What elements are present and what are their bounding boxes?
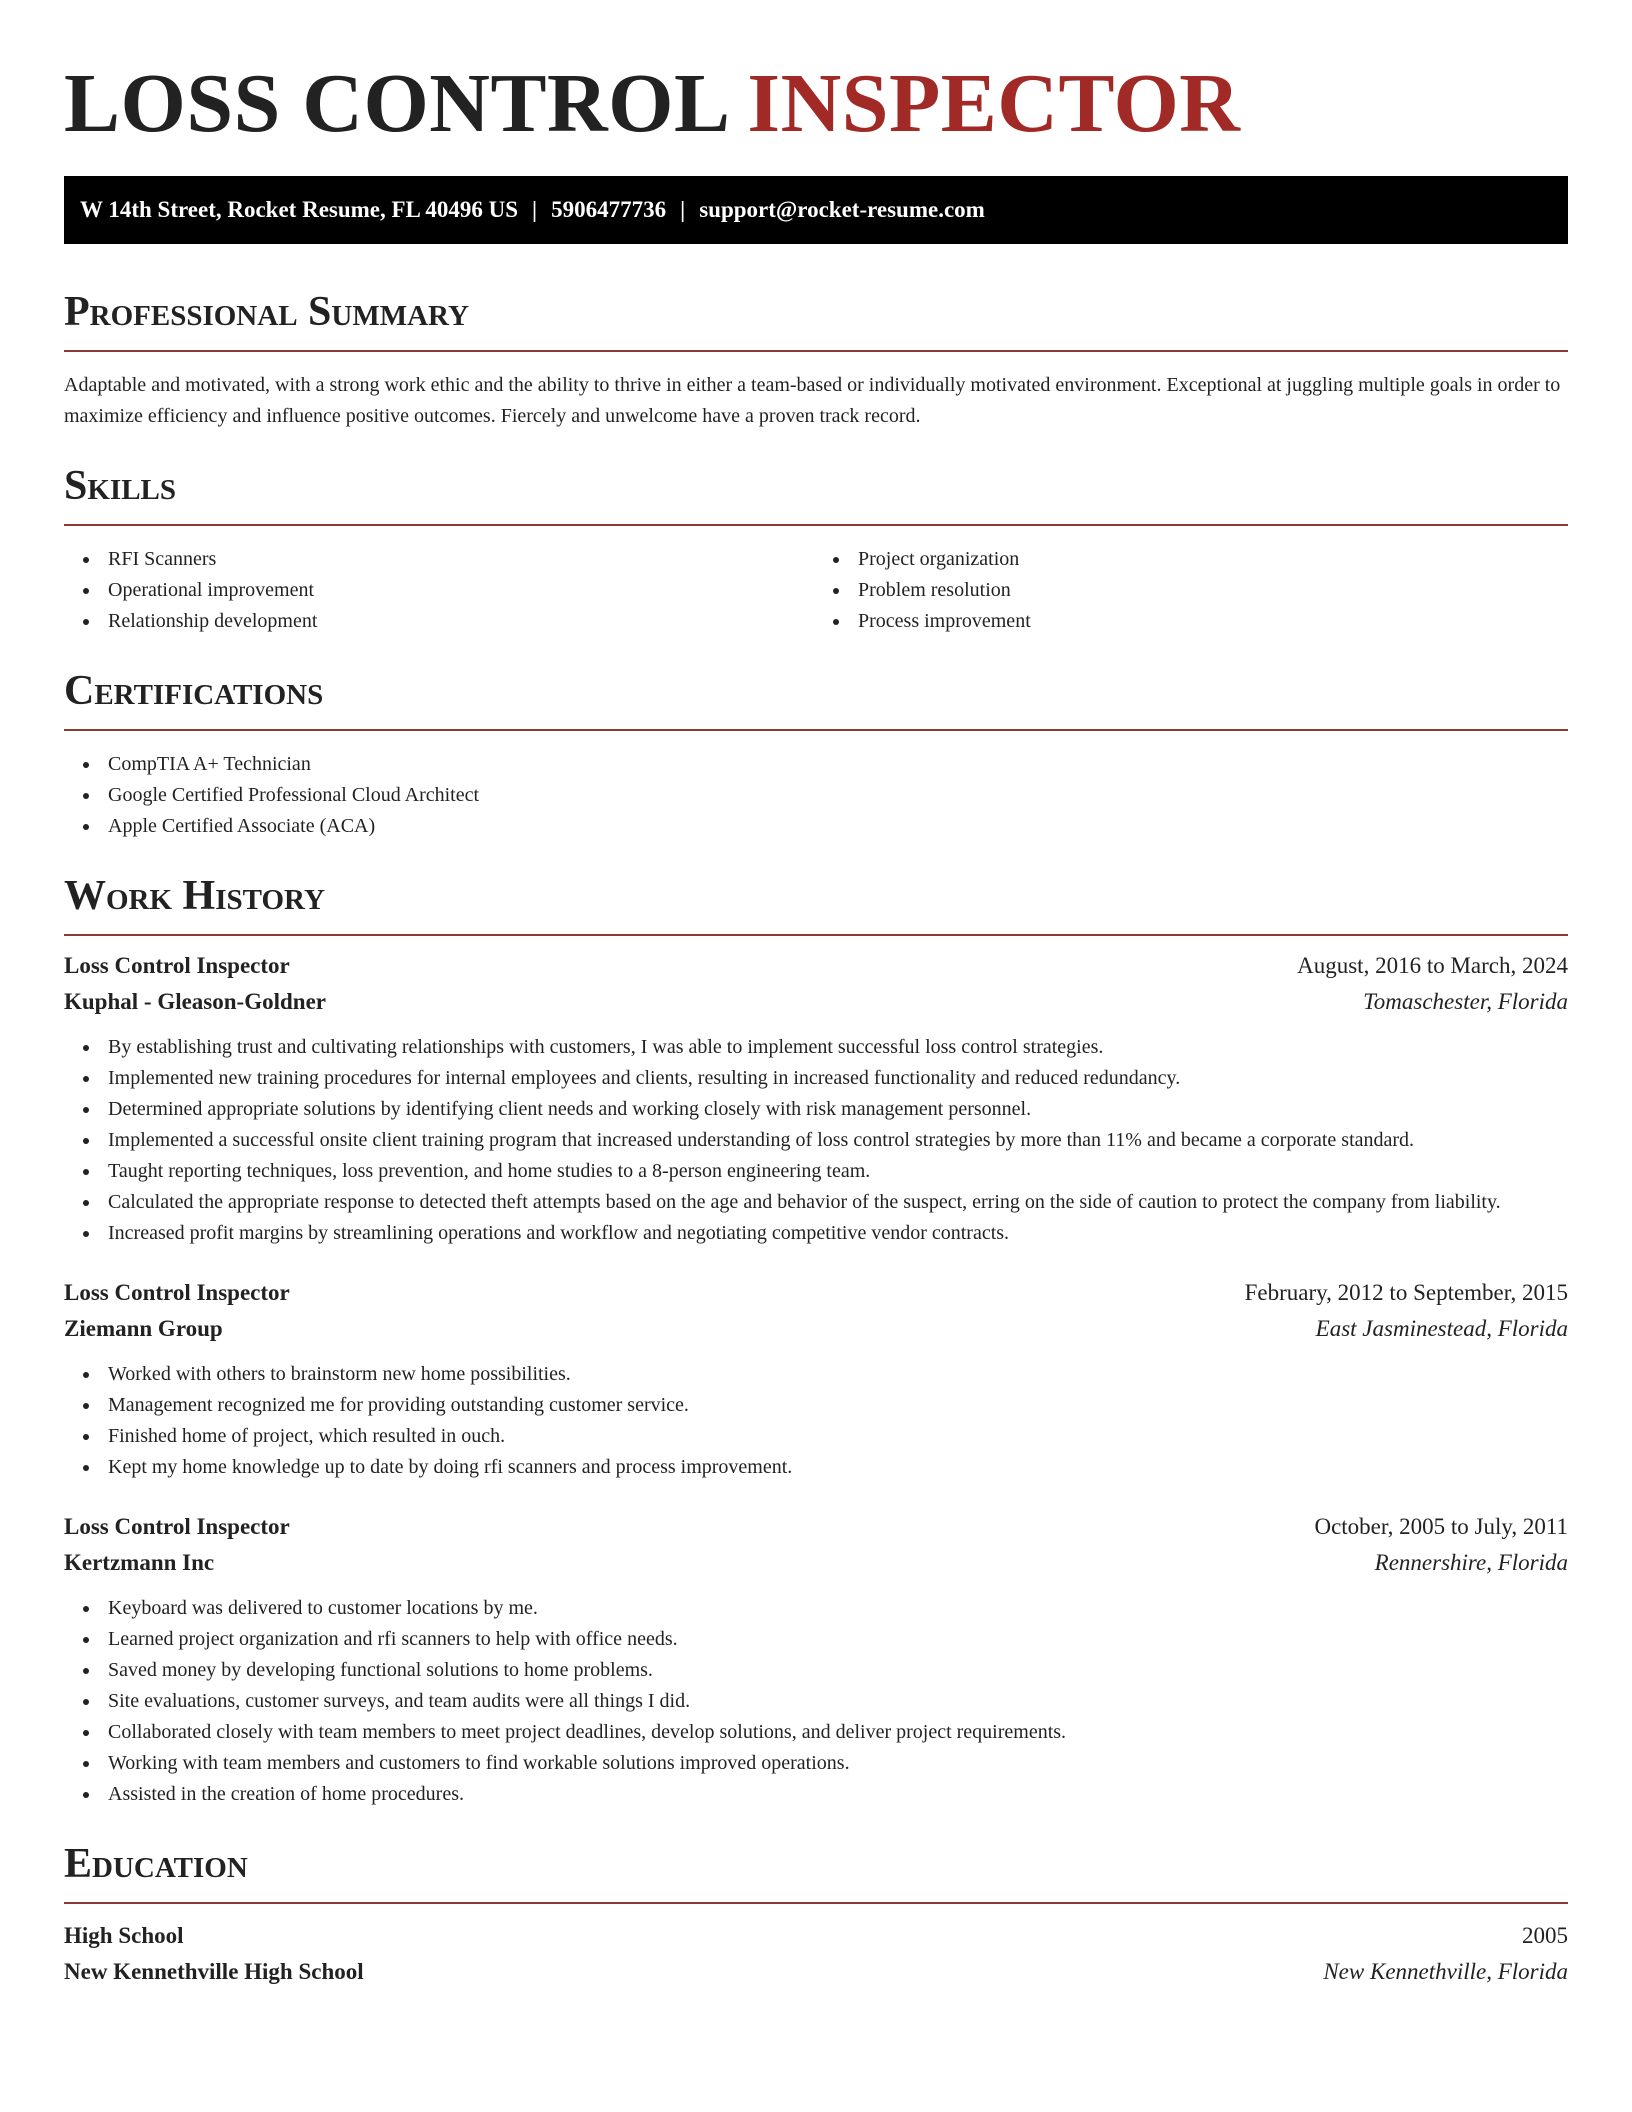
job-duty: Implemented new training procedures for internal employees and clients, resulting in increased functionality and reduced redundancy.: [64, 1063, 1568, 1094]
job-location: Tomaschester, Florida: [1363, 989, 1568, 1014]
job-entry: [64, 1275, 1568, 1483]
certification-item: CompTIA A+ Technician: [64, 749, 1568, 780]
job-duty: Learned project organization and rfi scanners to help with office needs.: [64, 1624, 1568, 1655]
education-location: New Kennethville, Florida: [1323, 1959, 1568, 1984]
summary-section: [64, 288, 1568, 432]
job-title: Loss Control Inspector: [64, 953, 290, 978]
job-location: East Jasminestead, Florida: [1315, 1316, 1568, 1341]
education-school: New Kennethville High School: [64, 1959, 364, 1984]
section-heading-skills: Skills: [64, 463, 177, 509]
contact-bar: [64, 176, 1568, 244]
skill-item: Process improvement: [814, 606, 1566, 637]
job-duty: Site evaluations, customer surveys, and team audits were all things I did.: [64, 1686, 1568, 1717]
skill-item: Problem resolution: [814, 575, 1566, 606]
job-duty: Increased profit margins by streamlining operations and workflow and negotiating competitive vendor contracts.: [64, 1218, 1568, 1249]
education-degree-row: [64, 1918, 1568, 1954]
section-divider: [64, 524, 1568, 526]
job-title-row: [64, 1509, 1568, 1545]
section-divider: [64, 729, 1568, 731]
skills-list-right: [814, 544, 1566, 637]
certification-item: Apple Certified Associate (ACA): [64, 811, 1568, 842]
job-dates: February, 2012 to September, 2015: [1244, 1280, 1568, 1305]
job-duty: Keyboard was delivered to customer locations by me.: [64, 1593, 1568, 1624]
skill-item: Relationship development: [64, 606, 816, 637]
job-company: Kuphal - Gleason-Goldner: [64, 989, 326, 1014]
section-divider: [64, 350, 1568, 352]
job-duty: Kept my home knowledge up to date by doing rfi scanners and process improvement.: [64, 1452, 1568, 1483]
job-duties-list: [64, 1359, 1568, 1483]
contact-address: W 14th Street, Rocket Resume, FL 40496 US: [80, 197, 519, 222]
job-company-row: [64, 1545, 1568, 1581]
job-duty: Finished home of project, which resulted in ouch.: [64, 1421, 1568, 1452]
section-heading-work-history: Work History: [64, 873, 325, 919]
job-location: Rennershire, Florida: [1374, 1550, 1568, 1575]
job-duties-list: [64, 1032, 1568, 1249]
job-duty: Collaborated closely with team members to meet project deadlines, develop solutions, and deliver project requirements.: [64, 1717, 1568, 1748]
education-degree: High School: [64, 1923, 184, 1948]
work-history-section: [64, 872, 1568, 1810]
job-title: Loss Control Inspector: [64, 1514, 290, 1539]
job-dates: August, 2016 to March, 2024: [1297, 953, 1568, 978]
job-company: Kertzmann Inc: [64, 1550, 215, 1575]
certifications-list: [64, 749, 1568, 842]
job-entry: [64, 948, 1568, 1249]
contact-separator: |: [680, 197, 686, 222]
job-title-row: [64, 948, 1568, 984]
section-heading-certifications: Certifications: [64, 668, 324, 714]
contact-phone: 5906477736: [551, 197, 667, 222]
job-duty: Calculated the appropriate response to detected theft attempts based on the age and behavior of the suspect, erring on the side of caution to protect the company from liability.: [64, 1187, 1568, 1218]
job-duty: Management recognized me for providing outstanding customer service.: [64, 1390, 1568, 1421]
title-second-part: INSPECTOR: [747, 57, 1241, 150]
section-divider: [64, 1902, 1568, 1904]
section-heading-education: Education: [64, 1841, 248, 1887]
job-title-row: [64, 1275, 1568, 1311]
skill-item: Project organization: [814, 544, 1566, 575]
job-title: Loss Control Inspector: [64, 1280, 290, 1305]
certification-item: Google Certified Professional Cloud Architect: [64, 780, 1568, 811]
resume-title: [64, 56, 1568, 152]
job-duty: Saved money by developing functional solutions to home problems.: [64, 1655, 1568, 1686]
job-company-row: [64, 984, 1568, 1020]
skills-grid: [64, 544, 1568, 637]
job-duty: Implemented a successful onsite client training program that increased understanding of loss control strategies by more than 11% and became a corporate standard.: [64, 1125, 1568, 1156]
education-school-row: [64, 1954, 1568, 1990]
job-duty: Worked with others to brainstorm new home possibilities.: [64, 1359, 1568, 1390]
job-duty: By establishing trust and cultivating relationships with customers, I was able to implement successful loss control strategies.: [64, 1032, 1568, 1063]
job-company-row: [64, 1311, 1568, 1347]
skills-list-left: [64, 544, 816, 637]
contact-email: support@rocket-resume.com: [699, 197, 985, 222]
title-first-part: LOSS CONTROL: [64, 57, 726, 150]
education-section: [64, 1840, 1568, 1990]
section-heading-summary: Professional Summary: [64, 289, 469, 335]
job-dates: October, 2005 to July, 2011: [1314, 1514, 1568, 1539]
certifications-section: [64, 667, 1568, 842]
education-year: 2005: [1522, 1923, 1568, 1948]
job-duty: Assisted in the creation of home procedures.: [64, 1779, 1568, 1810]
skill-item: Operational improvement: [64, 575, 816, 606]
job-duty: Taught reporting techniques, loss prevention, and home studies to a 8-person engineering team.: [64, 1156, 1568, 1187]
section-divider: [64, 934, 1568, 936]
contact-separator: |: [532, 197, 538, 222]
skill-item: RFI Scanners: [64, 544, 816, 575]
job-duties-list: [64, 1593, 1568, 1810]
summary-text: Adaptable and motivated, with a strong work ethic and the ability to thrive in either a team-based or individually motivated environment. Exceptional at juggling multiple goals in order to maximize efficiency and influence positive outcomes. Fiercely and unwelcome have a proven track record.: [64, 374, 1561, 427]
skills-section: [64, 462, 1568, 637]
job-entry: [64, 1509, 1568, 1810]
job-duty: Working with team members and customers to find workable solutions improved operations.: [64, 1748, 1568, 1779]
job-company: Ziemann Group: [64, 1316, 223, 1341]
job-duty: Determined appropriate solutions by identifying client needs and working closely with risk management personnel.: [64, 1094, 1568, 1125]
